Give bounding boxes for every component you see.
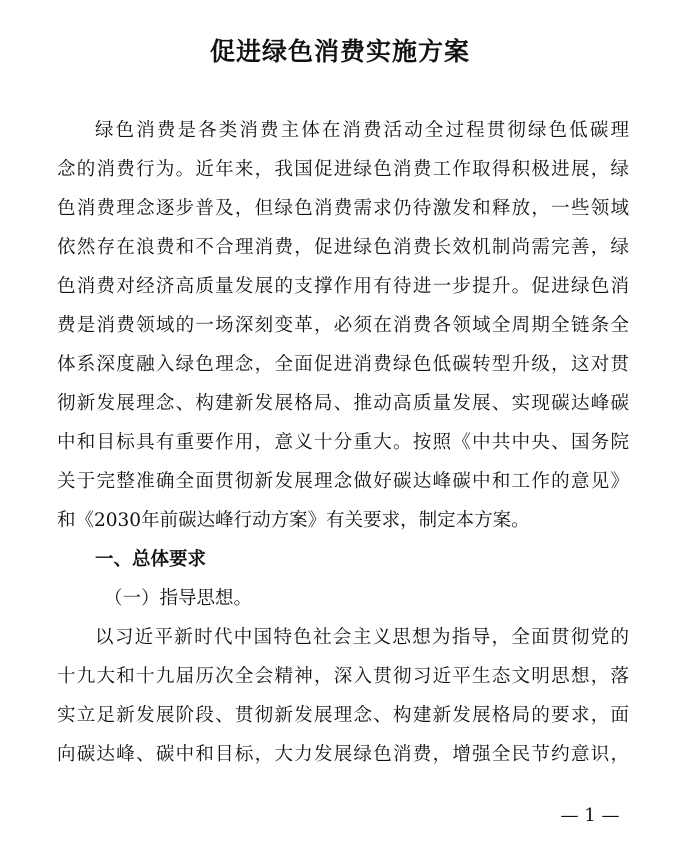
page-number: — 1 — [560,805,620,826]
intro-line: 费是消费领域的一场深刻变革，必须在消费各领域全周期全链条全 [57,315,629,336]
intro-line: 和《2030年前碳达峰行动方案》有关要求，制定本方案。 [57,510,530,531]
intro-line: 色消费对经济高质量发展的支撑作用有待进一步提升。促进绿色消 [57,276,629,297]
intro-line: 依然存在浪费和不合理消费，促进绿色消费长效机制尚需完善，绿 [57,237,629,258]
subsection-heading: （一）指导思想。 [104,588,253,609]
intro-line: 中和目标具有重要作用，意义十分重大。按照《中共中央、国务院 [57,432,629,453]
body-line: 十九大和十九届历次全会精神，深入贯彻习近平生态文明思想，落 [57,666,629,687]
intro-line: 色消费理念逐步普及，但绿色消费需求仍待激发和释放，一些领域 [57,198,629,219]
intro-line: 绿色消费是各类消费主体在消费活动全过程贯彻绿色低碳理 [95,120,629,141]
intro-line: 关于完整准确全面贯彻新发展理念做好碳达峰碳中和工作的意见》 [57,471,629,492]
body-line: 实立足新发展阶段、贯彻新发展理念、构建新发展格局的要求，面 [57,705,629,726]
intro-line: 念的消费行为。近年来，我国促进绿色消费工作取得积极进展，绿 [57,159,629,180]
intro-line: 彻新发展理念、构建新发展格局、推动高质量发展、实现碳达峰碳 [57,393,629,414]
intro-line: 体系深度融入绿色理念，全面促进消费绿色低碳转型升级，这对贯 [57,354,629,375]
page-title: 促进绿色消费实施方案 [209,37,470,66]
section-heading: 一、总体要求 [95,549,207,570]
body-line: 以习近平新时代中国特色社会主义思想为指导，全面贯彻党的 [95,627,629,648]
body-line: 向碳达峰、碳中和目标，大力发展绿色消费，增强全民节约意识， [57,744,629,765]
